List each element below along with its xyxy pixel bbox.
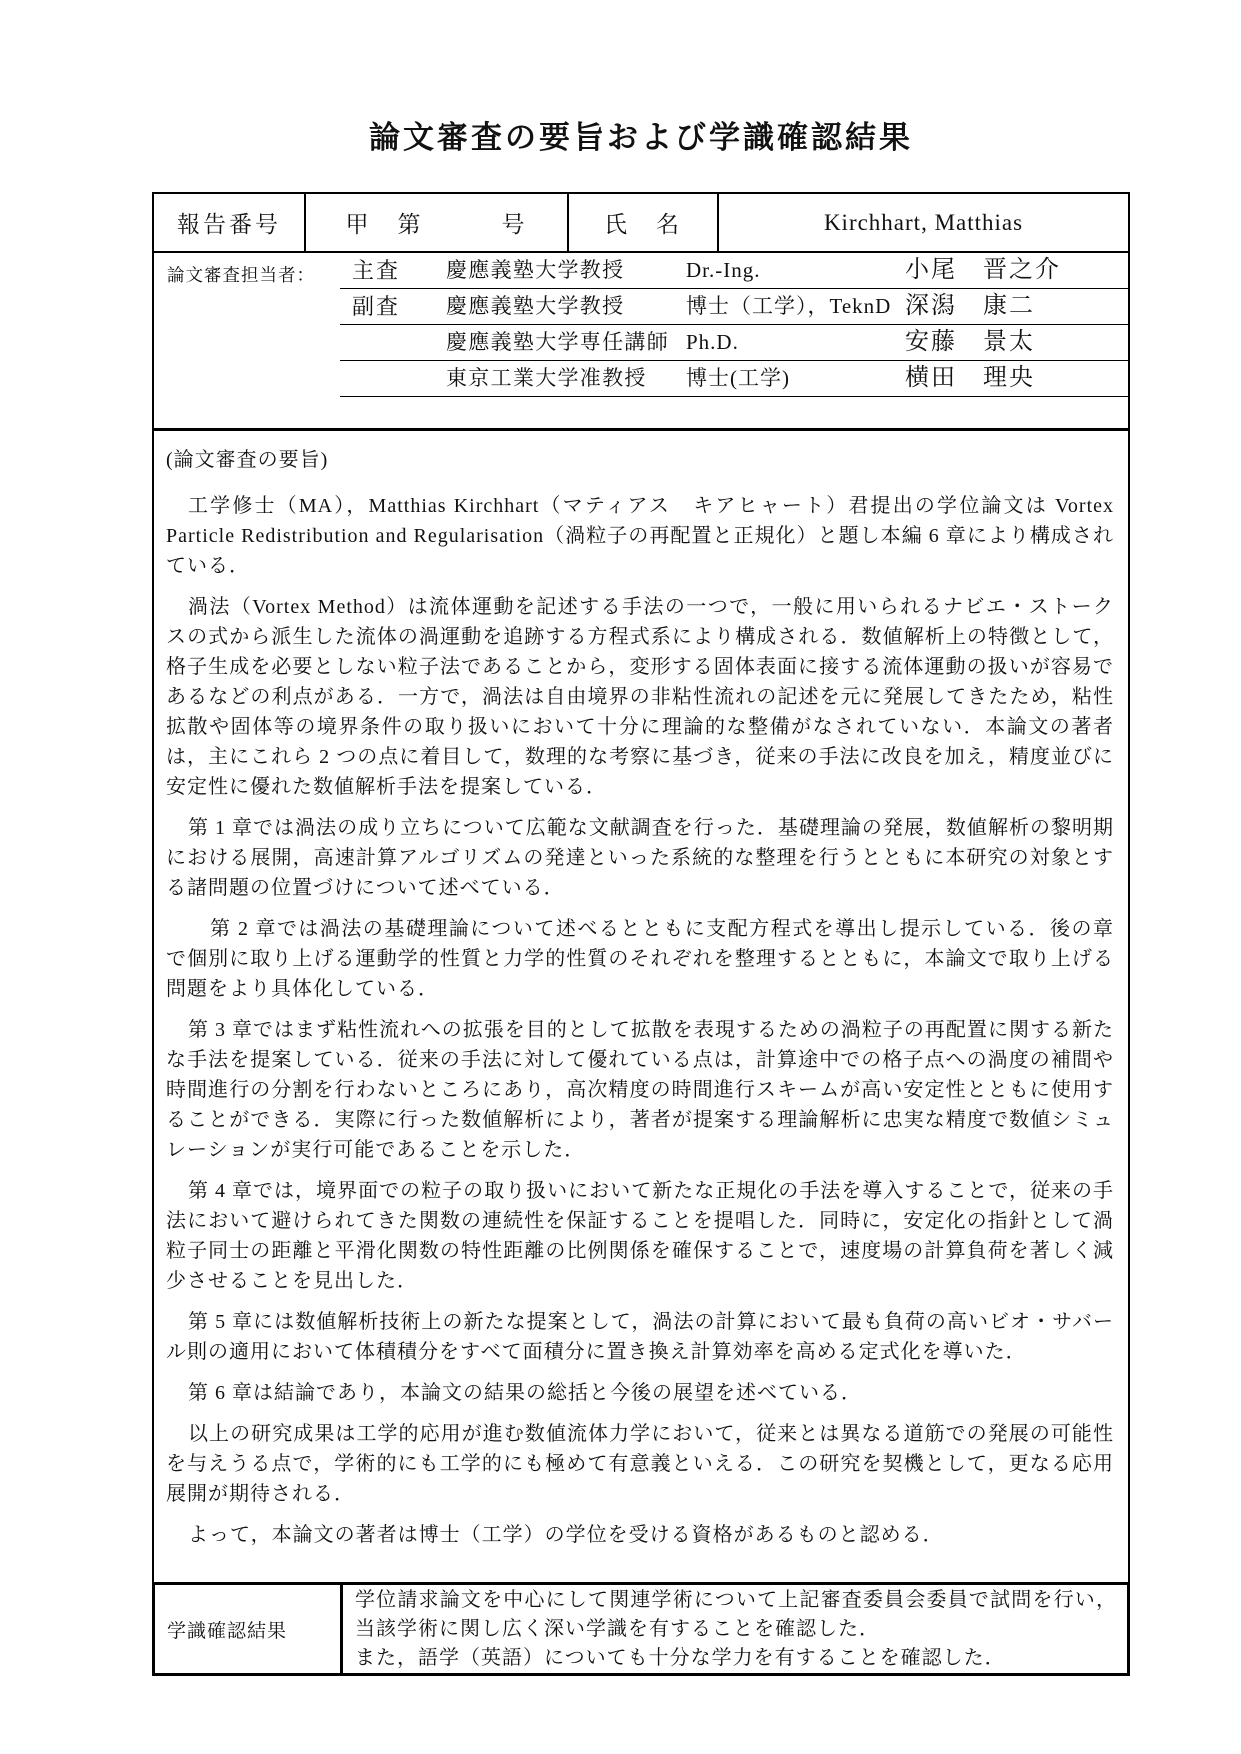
- examiner-row: [340, 289, 1128, 325]
- summary-paragraph: 第 3 章ではまず粘性流れへの拡張を目的として拡散を表現するための渦粒子の再配置に関する新たな手法を提案している．従来の手法に対して優れている点は，計算途中での格子点への渦度の補間や時間進行の分割を行わないところにあり，高次精度の時間進行スキームが高い安定性とともに使用することができる．実際に行った数値解析により，著者が提案する理論解析に忠実な精度で数値シミュレーションが実行可能であることを示した．: [166, 1019, 1114, 1161]
- report-number-value: 甲 第 号: [306, 194, 569, 251]
- examiner-name: 安藤 景太: [905, 329, 1035, 355]
- summary-paragraph: 工学修士（MA），Matthias Kirchhart（マティアス キアヒャート）君提出の学位論文は Vortex Particle Redistribution and Regularisation（渦粒子の再配置と正規化）と題し本編 6 章により構成されている．: [166, 495, 1114, 577]
- summary-paragraph: 第 1 章では渦法の成り立ちについて広範な文献調査を行った．基礎理論の発展，数値解析の黎明期における展開，高速計算アルゴリズムの発達といった系統的な整理を行うとともに本研究の対象とする諸問題の位置づけについて述べている．: [166, 817, 1114, 899]
- name-label: 氏 名: [569, 194, 719, 251]
- confirmation-text: [343, 1585, 1127, 1673]
- summary-paragraph: 第 5 章には数値解析技術上の新たな提案として，渦法の計算において最も負荷の高いビオ・サバール則の適用において体積積分をすべて面積分に置き換え計算効率を高める定式化を導いた．: [166, 1311, 1114, 1363]
- examiner-degree: Dr.-Ing.: [686, 258, 761, 282]
- summary-section-label: (論文審査の要旨): [166, 449, 329, 471]
- examiners-label: 論文審査担当者：: [167, 265, 315, 285]
- examiners-section: [152, 253, 1130, 431]
- examiner-role: 主査: [352, 258, 401, 283]
- examiner-degree: 博士（工学），TeknD: [686, 294, 892, 318]
- page-title: 論文審査の要旨および学識確認結果: [369, 120, 913, 155]
- examiner-name: 小尾 晋之介: [905, 257, 1061, 283]
- examiner-degree: 博士(工学): [686, 366, 790, 390]
- examiner-row: [340, 325, 1128, 361]
- examiner-role: 副査: [352, 294, 401, 319]
- summary-paragraph: 以上の研究成果は工学的応用が進む数値流体力学において，従来とは異なる道筋での発展の可能性を与えうる点で，学術的にも工学的にも極めて有意義といえる．この研究を契機として，更なる応用展開が期待される．: [166, 1423, 1114, 1505]
- examiner-degree: Ph.D.: [686, 330, 739, 354]
- report-number-label: 報告番号: [154, 194, 306, 251]
- summary-paragraph: 第 4 章では，境界面での粒子の取り扱いにおいて新たな正規化の手法を導入することで，従来の手法において避けられてきた関数の連続性を保証することを提唱した．同時に，安定化の指針として渦粒子同士の距離と平滑化関数の特性距離の比例関係を確保することで，速度場の計算負荷を著しく減少させることを見出した．: [166, 1180, 1114, 1292]
- examiner-affiliation: 東京工業大学准教授: [446, 366, 647, 390]
- confirmation-line: また，語学（英語）についても十分な学力を有することを確認した．: [355, 1647, 1006, 1669]
- report-header-table: [152, 192, 1130, 253]
- summary-paragraph: 第 6 章は結論であり，本論文の結果の総括と今後の展望を述べている．: [188, 1382, 862, 1404]
- summary-paragraph: 第 2 章では渦法の基礎理論について述べるとともに支配方程式を導出し提示している．後の章で個別に取り上げる運動学的性質と力学的性質のそれぞれを整理するとともに，本論文で取り上げる問題をより具体化している．: [166, 918, 1114, 1000]
- name-value: Kirchhart, Matthias: [823, 209, 1024, 235]
- examiner-row: [340, 361, 1128, 397]
- examiner-affiliation: 慶應義塾大学教授: [446, 294, 625, 318]
- examiner-name: 横田 理央: [905, 365, 1035, 391]
- examiner-affiliation: 慶應義塾大学専任講師: [446, 330, 669, 354]
- confirmation-line: 学位請求論文を中心にして関連学術について上記審査委員会委員で試問を行い，当該学術に関し広く深い学識を有することを確認した．: [355, 1589, 1117, 1640]
- review-summary-box: [152, 431, 1130, 1582]
- summary-paragraph: よって，本論文の著者は博士（工学）の学位を受ける資格があるものと認める．: [188, 1524, 944, 1546]
- summary-paragraph: 渦法（Vortex Method）は流体運動を記述する手法の一つで，一般に用いられるナビエ・ストークスの式から派生した流体の渦運動を追跡する方程式系により構成される．数値解析上の特徴として，格子生成を必要としない粒子法であることから，変形する固体表面に接する流体運動の扱いが容易であるなどの利点がある．一方で，渦法は自由境界の非粘性流れの記述を元に発展してきたため，粘性拡散や固体等の境界条件の取り扱いにおいて十分に理論的な整備がなされていない．本論文の著者は，主にこれら 2 つの点に着目して，数理的な考察に基づき，従来の手法に改良を加え，精度並びに安定性に優れた数値解析手法を提案している．: [166, 596, 1114, 798]
- examiner-affiliation: 慶應義塾大学教授: [446, 258, 625, 282]
- knowledge-confirmation-table: [152, 1582, 1130, 1676]
- confirmation-label: 学識確認結果: [155, 1585, 343, 1673]
- examiner-name: 深潟 康二: [905, 293, 1035, 319]
- examiner-row: [340, 253, 1128, 289]
